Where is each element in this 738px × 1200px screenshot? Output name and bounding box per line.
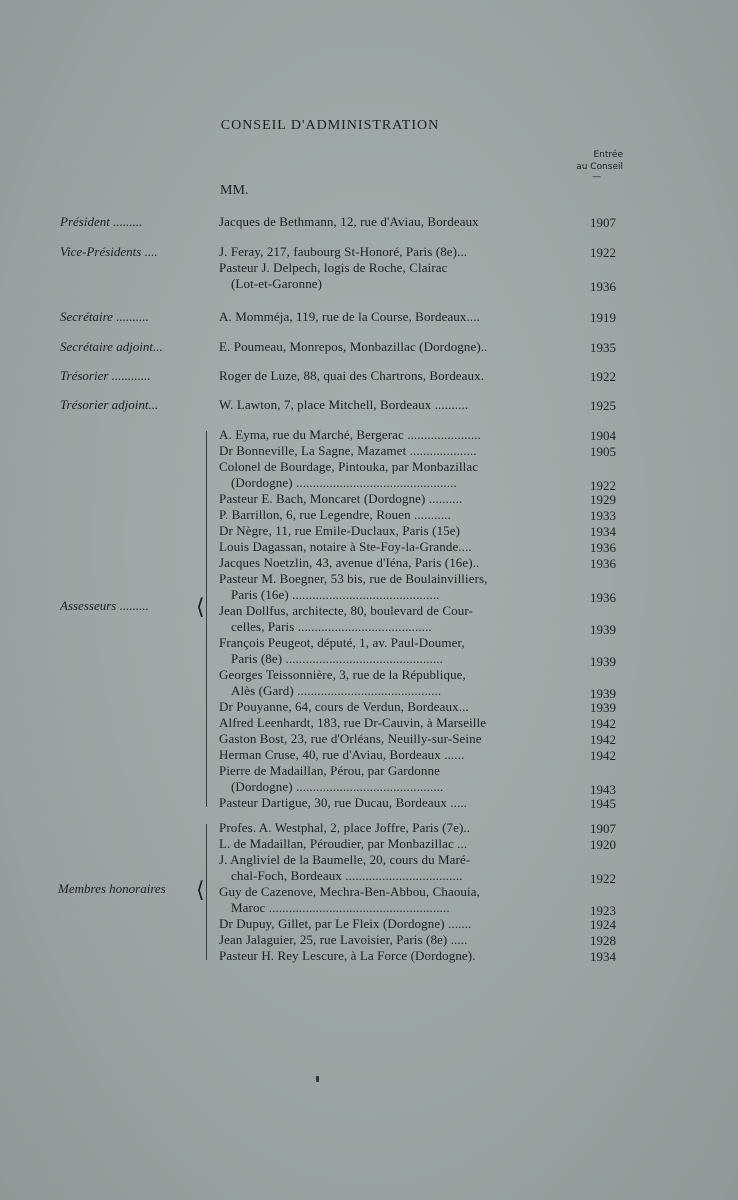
- assesseur-entry-line: Dr Pouyanne, 64, cours de Verdun, Bordeaux...: [219, 699, 469, 714]
- assesseur-entry-line: Gaston Bost, 23, rue d'Orléans, Neuilly-sur-Seine: [219, 731, 482, 746]
- assesseur-entry-year: 1942: [590, 732, 616, 747]
- column-header-line-1: Entrée: [593, 150, 623, 160]
- honoraire-entry-line: Profes. A. Westphal, 2, place Joffre, Paris (7e)..: [219, 820, 471, 835]
- honoraire-entry-line: Maroc ......................................................: [231, 900, 450, 915]
- assesseur-entry-year: 1942: [590, 748, 616, 763]
- officer-role: Trésorier adjoint...: [60, 397, 159, 412]
- assesseur-entry: [219, 539, 619, 555]
- assesseurs-label: Assesseurs .........: [60, 598, 149, 613]
- honoraire-entry-year: 1907: [590, 821, 616, 836]
- assesseur-entry-line: Pasteur M. Boegner, 53 bis, rue de Boulainvilliers,: [219, 571, 488, 586]
- honoraire-entry-year: 1934: [590, 949, 616, 964]
- officer-entry-line: (Lot-et-Garonne): [231, 276, 323, 291]
- assesseur-entry-year: 1934: [590, 524, 616, 539]
- assesseur-entry: [219, 603, 619, 635]
- honoraire-entry: [219, 836, 619, 852]
- officer-entry: [219, 368, 619, 384]
- column-header-line-2: au Conseil: [576, 162, 623, 172]
- assesseur-entry-year: 1936: [590, 556, 616, 571]
- honoraires-bracket: [206, 824, 207, 960]
- assesseur-entry-year: 1939: [590, 686, 616, 701]
- assesseur-entry-line: celles, Paris ........................................: [231, 619, 432, 634]
- officer-role: Vice-Présidents ....: [60, 244, 158, 259]
- assesseurs-brace-tip: ⟨: [196, 594, 205, 619]
- honoraires-label: Membres honoraires: [58, 881, 166, 896]
- assesseur-entry-year: 1936: [590, 540, 616, 555]
- honoraire-entry-line: L. de Madaillan, Péroudier, par Monbazillac ...: [219, 836, 468, 851]
- assesseur-entry-line: Paris (16e) ............................................: [231, 587, 440, 602]
- assesseur-entry-line: Pasteur E. Bach, Moncaret (Dordogne) ..........: [219, 491, 463, 506]
- officer-role: Secrétaire ..........: [60, 309, 149, 324]
- assesseur-entry-year: 1939: [590, 654, 616, 669]
- column-header: [557, 149, 623, 181]
- assesseur-entry-line: Alès (Gard) ...........................................: [231, 683, 442, 698]
- assesseur-entry: [219, 731, 619, 747]
- assesseur-entry-year: 1945: [590, 796, 616, 811]
- assesseur-entry: [219, 635, 619, 667]
- honoraire-entry-year: 1923: [590, 903, 616, 918]
- honoraire-entry-year: 1920: [590, 837, 616, 852]
- honoraire-entry-year: 1928: [590, 933, 616, 948]
- assesseur-entry: [219, 523, 619, 539]
- assesseur-entry: [219, 555, 619, 571]
- officer-entry-year: 1936: [590, 279, 616, 294]
- salutation: MM.: [220, 183, 249, 198]
- assesseur-entry-line: Louis Dagassan, notaire à Ste-Foy-la-Grande....: [219, 539, 472, 554]
- honoraire-entry: [219, 820, 619, 836]
- assesseur-entry-line: François Peugeot, député, 1, av. Paul-Doumer,: [219, 635, 465, 650]
- assesseur-entry: [219, 507, 619, 523]
- assesseur-entry-year: 1929: [590, 492, 616, 507]
- assesseur-entry-line: A. Eyma, rue du Marché, Bergerac ......................: [219, 427, 481, 442]
- officer-entry-line: A. Momméja, 119, rue de la Course, Bordeaux....: [219, 309, 480, 324]
- assesseurs-bracket: [206, 431, 207, 807]
- officer-entry: [219, 309, 619, 325]
- assesseur-entry-line: Georges Teissonnière, 3, rue de la République,: [219, 667, 466, 682]
- honoraire-entry: [219, 884, 619, 916]
- assesseur-entry: [219, 443, 619, 459]
- assesseur-entry-line: Herman Cruse, 40, rue d'Aviau, Bordeaux ......: [219, 747, 465, 762]
- honoraire-entry-year: 1922: [590, 871, 616, 886]
- assesseur-entry-year: 1905: [590, 444, 616, 459]
- officer-role: Secrétaire adjoint...: [60, 339, 163, 354]
- assesseur-entry-line: Jacques Noetzlin, 43, avenue d'Iéna, Paris (16e)..: [219, 555, 480, 570]
- officer-entry-line: Roger de Luze, 88, quai des Chartrons, Bordeaux.: [219, 368, 485, 383]
- assesseur-entry-line: Dr Bonneville, La Sagne, Mazamet ....................: [219, 443, 477, 458]
- officer-entry-year: 1907: [590, 215, 616, 230]
- assesseur-entry: [219, 699, 619, 715]
- officer-entry: [219, 244, 619, 260]
- officer-entry: [219, 397, 619, 413]
- honoraire-entry: [219, 932, 619, 948]
- assesseur-entry: [219, 715, 619, 731]
- assesseur-entry-year: 1922: [590, 478, 616, 493]
- assesseur-entry: [219, 459, 619, 491]
- officer-entry-line: E. Poumeau, Monrepos, Monbazillac (Dordogne)..: [219, 339, 488, 354]
- assesseur-entry-year: 1939: [590, 622, 616, 637]
- assesseur-entry: [219, 571, 619, 603]
- honoraire-entry-line: chal-Foch, Bordeaux ...................................: [231, 868, 463, 883]
- officer-entry: [219, 214, 619, 230]
- officer-entry-year: 1922: [590, 369, 616, 384]
- honoraire-entry-line: Dr Dupuy, Gillet, par Le Fleix (Dordogne) .......: [219, 916, 472, 931]
- officer-entry-line: J. Feray, 217, faubourg St-Honoré, Paris (8e)...: [219, 244, 468, 259]
- officer-entry-line: W. Lawton, 7, place Mitchell, Bordeaux ..........: [219, 397, 469, 412]
- assesseur-entry-year: 1936: [590, 590, 616, 605]
- officer-role: Trésorier ............: [60, 368, 151, 383]
- honoraire-entry: [219, 916, 619, 932]
- page-title: CONSEIL D'ADMINISTRATION: [220, 118, 440, 133]
- column-header-rule: —: [592, 172, 601, 182]
- officer-entry-year: 1919: [590, 310, 616, 325]
- assesseur-entry-line: (Dordogne) ............................................: [231, 779, 444, 794]
- officer-entry-year: 1922: [590, 245, 616, 260]
- assesseur-entry-line: Jean Dollfus, architecte, 80, boulevard de Cour-: [219, 603, 473, 618]
- assesseur-entry: [219, 747, 619, 763]
- assesseur-entry-line: Alfred Leenhardt, 183, rue Dr-Cauvin, à Marseille: [219, 715, 487, 730]
- honoraire-entry-line: Guy de Cazenove, Mechra-Ben-Abbou, Chaouia,: [219, 884, 480, 899]
- assesseur-entry: [219, 427, 619, 443]
- officer-entry-line: Pasteur J. Delpech, logis de Roche, Clairac: [219, 260, 448, 275]
- honoraire-entry: [219, 948, 619, 964]
- assesseur-entry-line: Pasteur Dartigue, 30, rue Ducau, Bordeaux .....: [219, 795, 468, 810]
- honoraire-entry-year: 1924: [590, 917, 616, 932]
- assesseur-entry-line: Dr Nègre, 11, rue Emile-Duclaux, Paris (15e): [219, 523, 461, 538]
- assesseur-entry-line: Paris (8e) ...............................................: [231, 651, 443, 666]
- officer-entry: [219, 339, 619, 355]
- honoraires-brace-tip: ⟨: [196, 877, 205, 902]
- assesseur-entry-line: P. Barrillon, 6, rue Legendre, Rouen ...........: [219, 507, 451, 522]
- assesseur-entry-year: 1933: [590, 508, 616, 523]
- ink-mark: [316, 1076, 319, 1082]
- assesseur-entry-line: Colonel de Bourdage, Pintouka, par Monbazillac: [219, 459, 479, 474]
- officer-entry-year: 1925: [590, 398, 616, 413]
- assesseur-entry-year: 1939: [590, 700, 616, 715]
- officer-role: Président .........: [60, 214, 143, 229]
- officer-entry-year: 1935: [590, 340, 616, 355]
- assesseur-entry: [219, 795, 619, 811]
- honoraire-entry-line: Pasteur H. Rey Lescure, à La Force (Dordogne).: [219, 948, 476, 963]
- honoraire-entry-line: J. Angliviel de la Baumelle, 20, cours du Maré-: [219, 852, 471, 867]
- assesseur-entry-year: 1942: [590, 716, 616, 731]
- assesseur-entry: [219, 491, 619, 507]
- assesseur-entry-year: 1904: [590, 428, 616, 443]
- assesseur-entry-line: Pierre de Madaillan, Pérou, par Gardonne: [219, 763, 440, 778]
- officer-entry-line: Jacques de Bethmann, 12, rue d'Aviau, Bordeaux: [219, 214, 479, 229]
- assesseur-entry-year: 1943: [590, 782, 616, 797]
- assesseur-entry: [219, 667, 619, 699]
- honoraire-entry-line: Jean Jalaguier, 25, rue Lavoisier, Paris (8e) .....: [219, 932, 468, 947]
- officer-entry: [219, 260, 619, 292]
- assesseur-entry-line: (Dordogne) ................................................: [231, 475, 457, 490]
- honoraire-entry: [219, 852, 619, 884]
- assesseur-entry: [219, 763, 619, 795]
